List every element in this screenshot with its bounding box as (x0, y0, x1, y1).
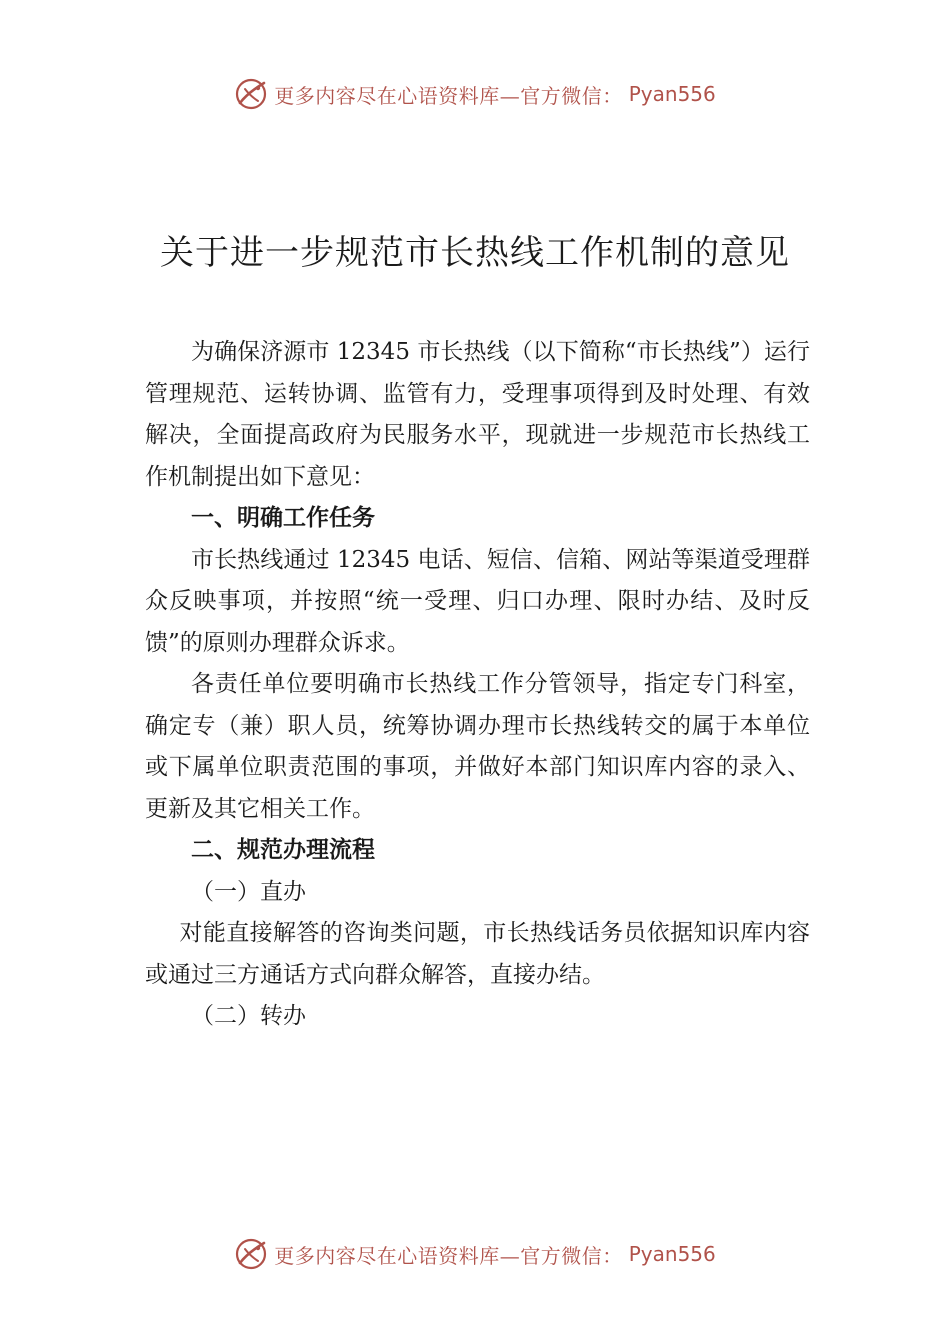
intro-paragraph: 为确保济源市 12345 市长热线（以下简称“市长热线”）运行管理规范、运转协调、监管有力，受理事项得到及时处理、有效解决，全面提高政府为民服务水平，现就进一步规范市长热线工作机制提出如下意见： (145, 339, 810, 490)
watermark-logo-icon (234, 77, 268, 111)
document-body (145, 332, 810, 1038)
subsection-1-heading: （一）直办 (191, 878, 306, 905)
subsection-1-paragraph: 对能直接解答的咨询类问题，市长热线话务员依据知识库内容或通过三方通话方式向群众解答，直接办结。 (145, 920, 810, 988)
watermark-header (0, 74, 950, 114)
subsection-2-heading: （二）转办 (191, 1003, 306, 1029)
watermark-wechat-id: Pyan556 (628, 82, 716, 106)
section-2-heading: 二、规范办理流程 (191, 837, 375, 863)
section-1-paragraph-1: 市长热线通过 12345 电话、短信、信箱、网站等渠道受理群众反映事项，并按照“统一受理、归口办理、限时办结、及时反馈”的原则办理群众诉求。 (145, 546, 810, 656)
watermark-text: 更多内容尽在心语资料库—官方微信： (274, 83, 623, 108)
watermark-text: 更多内容尽在心语资料库—官方微信： (274, 1243, 623, 1268)
section-1-heading: 一、明确工作任务 (191, 505, 375, 531)
watermark-wechat-id: Pyan556 (628, 1242, 716, 1266)
watermark-logo-icon (234, 1237, 268, 1271)
watermark-footer (0, 1234, 950, 1274)
section-1-paragraph-2: 各责任单位要明确市长热线工作分管领导，指定专门科室，确定专（兼）职人员，统筹协调办理市长热线转交的属于本单位或下属单位职责范围的事项，并做好本部门知识库内容的录入、更新及其它相关工作。 (145, 671, 810, 822)
document-title: 关于进一步规范市长热线工作机制的意见 (160, 233, 790, 273)
